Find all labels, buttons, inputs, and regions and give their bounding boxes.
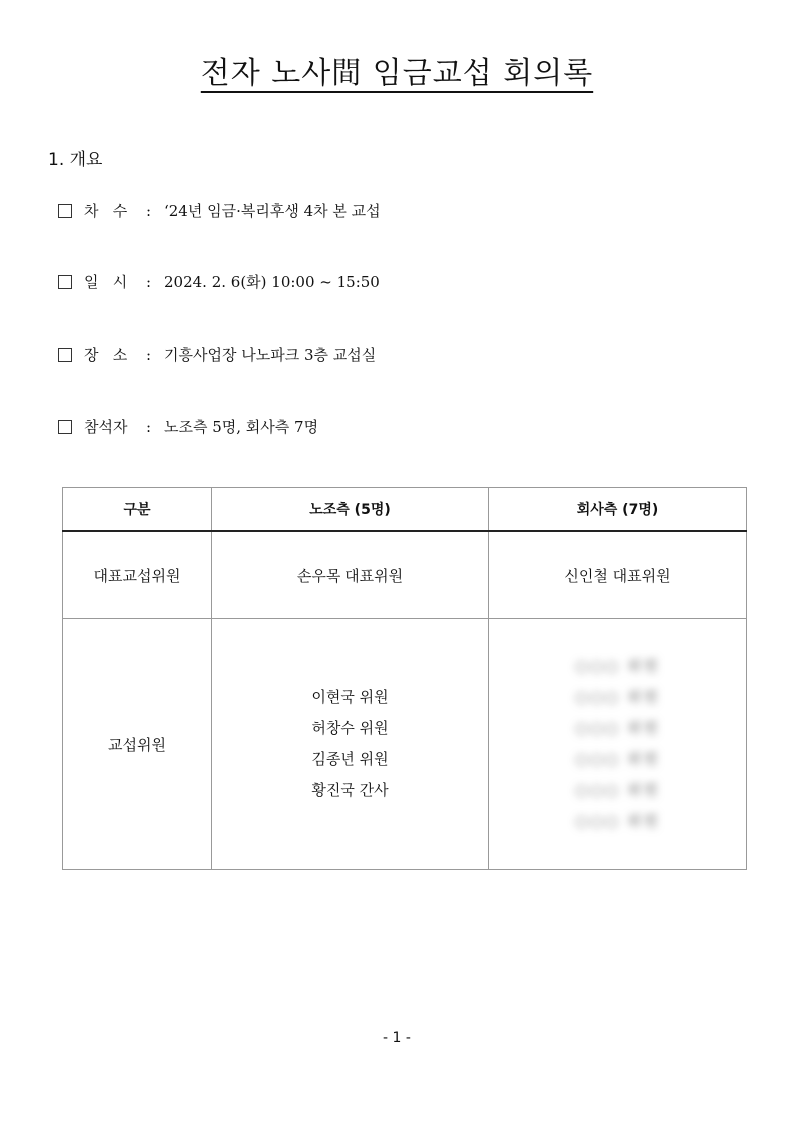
info-label: 참석자 (84, 418, 128, 436)
info-datetime (58, 271, 380, 292)
checkbox-icon (58, 420, 72, 434)
redacted-name: ○○○ 위원 (574, 781, 660, 799)
info-round (58, 200, 381, 221)
info-colon: : (146, 272, 152, 291)
info-label: 장 소 (84, 346, 128, 364)
info-label: 일 시 (84, 273, 128, 291)
checkbox-icon (58, 204, 72, 218)
header-category: 구분 (63, 488, 212, 532)
info-value: 2024. 2. 6(화) 10:00 ~ 15:50 (164, 273, 380, 291)
info-colon: : (146, 345, 152, 364)
redacted-name: ○○○ 위원 (574, 750, 660, 768)
checkbox-icon (58, 348, 72, 362)
cell-company-members-redacted (489, 619, 747, 870)
info-value: 노조측 5명, 회사측 7명 (164, 418, 319, 436)
table-row-representative (63, 531, 747, 619)
info-colon: : (146, 417, 152, 436)
redacted-name: ○○○ 위원 (574, 688, 660, 706)
member-name: 이현국 위원 (311, 688, 389, 706)
redacted-name: ○○○ 위원 (574, 719, 660, 737)
info-value: 기흥사업장 나노파크 3층 교섭실 (164, 346, 377, 364)
redacted-name: ○○○ 위원 (574, 657, 660, 675)
table-row-negotiators (63, 619, 747, 870)
document-title: 전자 노사間 임금교섭 회의록 (200, 56, 594, 91)
cell-union-rep: 손우목 대표위원 (212, 531, 489, 619)
header-company: 회사측 (7명) (489, 488, 747, 532)
header-union: 노조측 (5명) (212, 488, 489, 532)
member-name: 허창수 위원 (311, 719, 389, 737)
info-value: ‘24년 임금·복리후생 4차 본 교섭 (164, 202, 381, 220)
redacted-name: ○○○ 위원 (574, 812, 660, 830)
section-heading: 1. 개요 (48, 150, 103, 170)
cell-union-members (212, 619, 489, 870)
table-header-row (63, 488, 747, 532)
member-name: 김종년 위원 (311, 750, 389, 768)
checkbox-icon (58, 275, 72, 289)
cell-category: 대표교섭위원 (63, 531, 212, 619)
page-number: - 1 - (383, 1030, 411, 1046)
info-attendees (58, 416, 318, 437)
attendees-table (62, 487, 747, 870)
cell-category: 교섭위원 (63, 619, 212, 870)
info-colon: : (146, 201, 152, 220)
member-name: 황진국 간사 (311, 781, 389, 799)
info-location (58, 344, 376, 365)
cell-company-rep: 신인철 대표위원 (489, 531, 747, 619)
info-label: 차 수 (84, 202, 128, 220)
